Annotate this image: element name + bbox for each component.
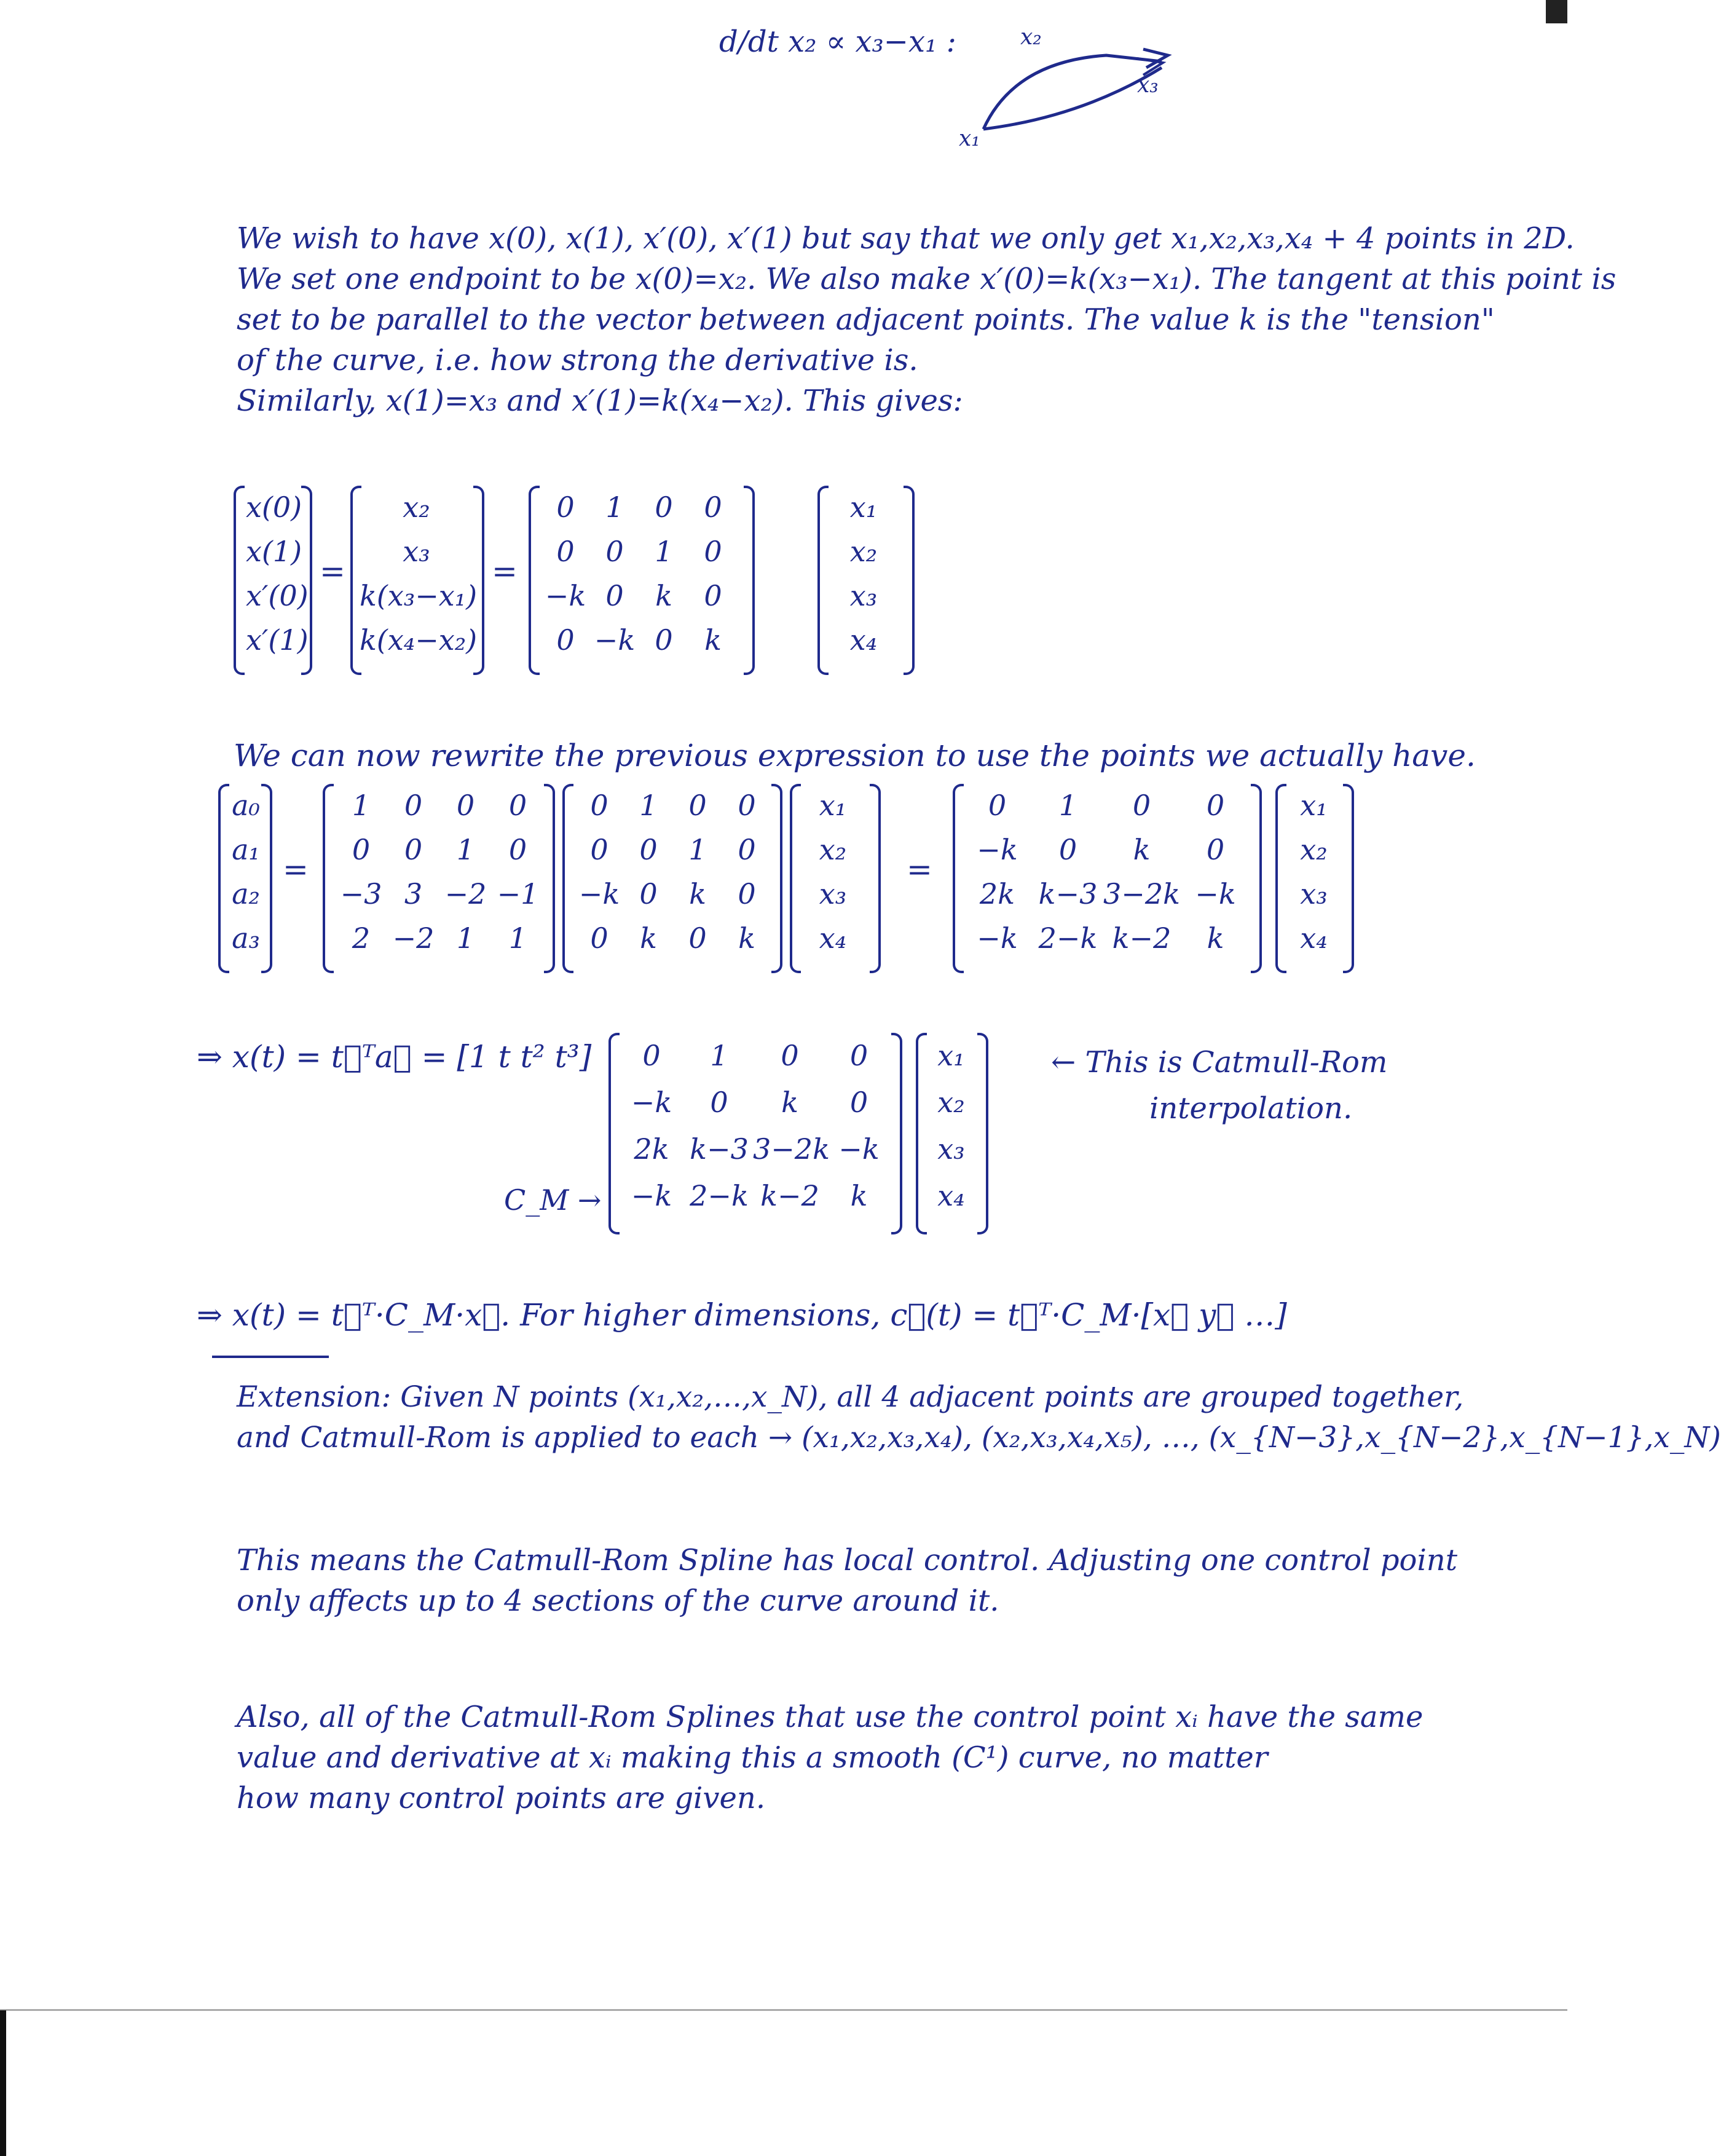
matrix-cell: k (738, 922, 755, 955)
underline (212, 1356, 329, 1358)
matrix-cell: 1 (639, 789, 658, 822)
matrix-cell: 0 (738, 789, 756, 822)
matrix-bracket (562, 784, 573, 973)
matrix-cell: k (640, 922, 657, 955)
matrix-cell: 0 (1058, 833, 1077, 866)
matrix-cell: −k (631, 1086, 672, 1119)
catmull-rom-note-2: interpolation. (1149, 1091, 1353, 1126)
matrix-cell: 3−2k (1103, 877, 1180, 910)
equation-coefficients (218, 784, 1368, 987)
matrix-bracket (771, 784, 782, 973)
matrix-cell: 1 (605, 491, 624, 524)
intro-line: Similarly, x(1)=x₃ and x′(1)=k(x₄−x₂). This gives: (237, 384, 963, 418)
matrix-cell: 1 (456, 833, 475, 866)
vec-entry: x₃ (819, 877, 847, 910)
rewrite-text: We can now rewrite the previous expression to use the points we actually have. (234, 738, 1476, 773)
matrix-cell: 3 (404, 877, 423, 910)
matrix-bracket (744, 486, 755, 675)
diagram-label-x1: x₁ (959, 126, 980, 151)
matrix-cell: 1 (456, 922, 475, 955)
local-line: only affects up to 4 sections of the curve around it. (237, 1584, 999, 1618)
matrix-cell: 1 (655, 535, 673, 568)
matrix-cell: 0 (352, 833, 371, 866)
matrix-cell: k (704, 623, 722, 657)
matrix-cell: 0 (655, 491, 673, 524)
matrix-cell: 0 (688, 789, 707, 822)
matrix-cell: 0 (1206, 833, 1225, 866)
matrix-bracket (1251, 784, 1262, 973)
matrix-cell: k (1207, 922, 1224, 955)
matrix-bracket (544, 784, 555, 973)
equals-sign: = (907, 851, 932, 887)
matrix-cell: 0 (404, 833, 423, 866)
matrix-cell: 1 (710, 1039, 728, 1072)
matrix-cell: 0 (590, 833, 608, 866)
matrix-cell: 0 (738, 833, 756, 866)
matrix-cell: k−3 (690, 1132, 749, 1166)
matrix-bracket (891, 1033, 902, 1234)
matrix-cell: −k (545, 579, 586, 612)
diagram-label-x2: x₂ (1020, 25, 1042, 50)
equals-sign: = (492, 553, 518, 589)
intro-line: We set one endpoint to be x(0)=x₂. We also make x′(0)=k(x₃−x₁). The tangent at this point is (237, 262, 1617, 296)
matrix-cell: 1 (508, 922, 527, 955)
equals-sign: = (283, 851, 309, 887)
eq3-lhs: ⇒ x(t) = t⃗ᵀa⃗ = [1 t t² t³] (197, 1039, 592, 1075)
lhs-a2: a₂ (232, 877, 260, 910)
vec-entry: x₄ (819, 922, 847, 955)
cm-label: C_M → (504, 1183, 602, 1217)
matrix-cell: 0 (988, 789, 1007, 822)
extension-paragraph (237, 1377, 1721, 1458)
matrix-cell: 0 (849, 1039, 868, 1072)
matrix-cell: 0 (605, 579, 624, 612)
extension-line: and Catmull-Rom is applied to each → (x₁,x₂,x₃,x₄), (x₂,x₃,x₄,x₅), …, (x_{N−3},x_{N−2},x_{N−1},x_N) (237, 1421, 1721, 1455)
matrix-cell: 0 (639, 833, 658, 866)
mid-entry: x₃ (403, 535, 430, 568)
matrix-cell: 0 (1206, 789, 1225, 822)
matrix-cell: −k (1195, 877, 1236, 910)
matrix-cell: k (689, 877, 706, 910)
vec-entry: x₂ (937, 1086, 965, 1119)
matrix-cell: 0 (590, 922, 608, 955)
scan-shadow (0, 2010, 6, 2156)
equals-sign: = (320, 553, 345, 589)
lhs-x0: x(0) (246, 491, 302, 524)
matrix-cell: 0 (704, 491, 722, 524)
matrix-cell: −2 (392, 922, 435, 955)
matrix-cell: 0 (655, 623, 673, 657)
vec-entry: x₂ (849, 535, 878, 568)
mid-entry: k(x₄−x₂) (360, 623, 478, 657)
vec-entry: x₁ (849, 491, 878, 524)
equation-catmull-rom (608, 1033, 1026, 1242)
intro-paragraph (237, 218, 1616, 421)
lhs-a0: a₀ (232, 789, 260, 822)
matrix-cell: k−2 (760, 1179, 819, 1212)
header-formula: d/dt x₂ ∝ x₃−x₁ : (719, 25, 956, 59)
intro-line: set to be parallel to the vector between adjacent points. The value k is the "tension" (237, 302, 1495, 337)
scan-corner (1546, 0, 1567, 23)
extension-line: Extension: Given N points (x₁,x₂,…,x_N), all 4 adjacent points are grouped together, (237, 1380, 1464, 1414)
matrix-cell: k−3 (1038, 877, 1098, 910)
matrix-cell: −3 (340, 877, 382, 910)
matrix-cell: 0 (590, 789, 608, 822)
matrix-cell: −k (977, 922, 1018, 955)
diagram-label-x3: x₃ (1137, 73, 1159, 98)
matrix-cell: 2−k (690, 1179, 749, 1212)
lhs-dx1: x′(1) (246, 623, 309, 657)
vec-entry: x₄ (937, 1179, 965, 1212)
catmull-rom-note: ← This is Catmull-Rom (1051, 1045, 1388, 1080)
matrix-cell: 3−2k (753, 1132, 830, 1166)
matrix-bracket (977, 1033, 988, 1234)
matrix-bracket (323, 784, 334, 973)
matrix-cell: 0 (508, 833, 527, 866)
matrix-cell: 0 (704, 535, 722, 568)
matrix-cell: 2−k (1038, 922, 1098, 955)
matrix-cell: 2k (634, 1132, 669, 1166)
matrix-bracket (234, 486, 245, 675)
matrix-cell: −k (838, 1132, 880, 1166)
matrix-cell: −k (631, 1179, 672, 1212)
vec-entry: x₃ (849, 579, 878, 612)
vec-entry: x₁ (1300, 789, 1328, 822)
matrix-bracket (904, 486, 915, 675)
vec-entry: x₃ (1300, 877, 1328, 910)
smooth-line: how many control points are given. (237, 1781, 766, 1815)
matrix-cell: 0 (556, 623, 575, 657)
matrix-cell: −k (977, 833, 1018, 866)
matrix-cell: 0 (1132, 789, 1151, 822)
matrix-cell: k (781, 1086, 798, 1119)
matrix-cell: −k (578, 877, 620, 910)
vec-entry: x₄ (1300, 922, 1328, 955)
matrix-cell: 0 (642, 1039, 661, 1072)
matrix-cell: 0 (404, 789, 423, 822)
matrix-cell: 0 (849, 1086, 868, 1119)
mid-entry: x₂ (403, 491, 430, 524)
matrix-cell: 2 (352, 922, 371, 955)
matrix-cell: 0 (781, 1039, 799, 1072)
matrix-cell: −k (594, 623, 636, 657)
matrix-cell: 0 (556, 535, 575, 568)
vec-entry: x₂ (1300, 833, 1328, 866)
eq4-text: ⇒ x(t) = t⃗ᵀ·C_M·x⃗. For higher dimensions, c⃗(t) = t⃗ᵀ·C_M·[x⃗ y⃗ …] (197, 1297, 1287, 1333)
vec-entry: x₂ (819, 833, 847, 866)
intro-line: of the curve, i.e. how strong the derivative is. (237, 343, 918, 377)
vec-entry: x₃ (937, 1132, 965, 1166)
mid-entry: k(x₃−x₁) (360, 579, 478, 612)
smooth-line: value and derivative at xᵢ making this a smooth (C¹) curve, no matter (237, 1740, 1268, 1775)
matrix-cell: k (850, 1179, 868, 1212)
matrix-cell: 0 (704, 579, 722, 612)
vec-entry: x₁ (937, 1039, 965, 1072)
matrix-cell: k (1133, 833, 1151, 866)
vec-entry: x₁ (819, 789, 847, 822)
matrix-cell: 1 (352, 789, 371, 822)
matrix-cell: −2 (444, 877, 487, 910)
matrix-cell: 0 (688, 922, 707, 955)
smooth-line: Also, all of the Catmull-Rom Splines that use the control point xᵢ have the same (237, 1700, 1424, 1734)
scan-edge (0, 2009, 1567, 2011)
equation-boundary-conditions (234, 486, 934, 689)
lhs-a3: a₃ (232, 922, 260, 955)
matrix-cell: 0 (738, 877, 756, 910)
local-control-paragraph (237, 1540, 1457, 1621)
lhs-x1: x(1) (246, 535, 302, 568)
matrix-cell: 0 (556, 491, 575, 524)
intro-line: We wish to have x(0), x(1), x′(0), x′(1) but say that we only get x₁,x₂,x₃,x₄ + 4 points in 2D. (237, 221, 1575, 256)
matrix-cell: k−2 (1112, 922, 1172, 955)
matrix-cell: 0 (605, 535, 624, 568)
matrix-cell: 0 (508, 789, 527, 822)
matrix-cell: 1 (1058, 789, 1077, 822)
matrix-bracket (529, 486, 540, 675)
matrix-cell: 0 (456, 789, 475, 822)
matrix-cell: 2k (979, 877, 1015, 910)
matrix-bracket (1343, 784, 1354, 973)
smoothness-paragraph (237, 1697, 1423, 1818)
local-line: This means the Catmull-Rom Spline has local control. Adjusting one control point (237, 1543, 1457, 1578)
matrix-cell: −1 (497, 877, 539, 910)
vec-entry: x₄ (849, 623, 878, 657)
matrix-cell: 0 (639, 877, 658, 910)
matrix-cell: 0 (710, 1086, 728, 1119)
lhs-dx0: x′(0) (246, 579, 309, 612)
matrix-cell: 1 (688, 833, 707, 866)
lhs-a1: a₁ (232, 833, 260, 866)
matrix-bracket (870, 784, 881, 973)
matrix-cell: k (655, 579, 672, 612)
